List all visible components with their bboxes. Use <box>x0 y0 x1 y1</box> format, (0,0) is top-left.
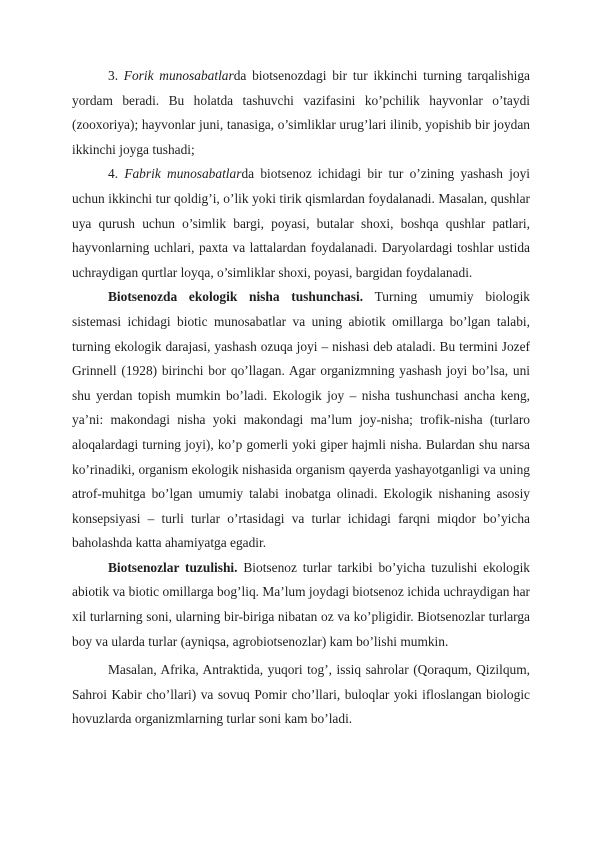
paragraph-fabrik <box>72 162 530 285</box>
paragraph-text: da biotsenozdagi bir tur ikkinchi turning tarqalishiga yordam beradi. Bu holatda tashuvchi vazifasini ko’pchilik hayvonlar o’taydi (zooxoriya); hayvonlar juni, tanasiga, o’simliklar urug’lari ilinib, yopishib bir joydan ikkinchi joyga tushadi; <box>72 68 531 157</box>
document-body <box>72 64 530 732</box>
paragraph-examples <box>72 658 530 732</box>
paragraph-biocenosis-structure <box>72 556 530 654</box>
paragraph-text: Biotsenoz turlar tarkibi bo’yicha tuzulishi ekologik abiotik va biotic omillarga bog’liq. Ma’lum joydagi biotsenoz ichida uchraydigan har xil turlarning soni, ularning bir-biriga nibatan oz va ko’pligidir. Biotsenozlar turlarga boy va ularda turlar (ayniqsa, agrobiotsenozlar) kam bo’lishi mumkin. <box>72 559 530 649</box>
list-number: 4. <box>108 166 125 182</box>
paragraph-text: Turning umumiy biologik sistemasi ichidagi biotic munosabatlar va uning abiotik omillarga bo’lgan talabi, turning ekologik darajasi, yashash ozuqa joyi – nishasi deb ataladi. Bu termini Jozef Grinnell (1928) birinchi bor qo’llagan. Agar organizmning yashash joyi bo’lsa, uni shu yerdan topish mumkin bo’ladi. Ekologik joy – nisha tushunchasi ancha keng, ya’ni: makondagi nisha yoki makondagi ma’lum joy-nisha; trofik-nisha (turlaro aloqalardagi turning joyi), ko’p gomerli yoki giper hajmli nisha. Bulardan shu narsa ko’rinadiki, organism ekologik nishasida organism qayerda yashayotganligi va uning atrof-muhitga bo’lgan umumiy talabi inobatga olinadi. Ekologik nishaning asosiy konsepsiyasi – turli turlar o’rtasidagi va turlar ichidagi farqni miqdor bo’yicha baholashda katta ahamiyatga egadir. <box>72 289 530 551</box>
paragraph-forik <box>72 64 530 162</box>
paragraph-text: da biotsenoz ichidagi bir tur o’zining yashash joyi uchun ikkinchi tur qoldig’i, o’lik yoki tirik qismlardan foydalanadi. Masalan, qushlar uya qurush uchun o’simlik bargi, poyasi, butalar shoxi, boshqa qushlar patlari, hayvonlarning uchlari, paxta va lattalardan foydalanadi. Daryolardagi toshlar ustida uchraydigan qurtlar loyqa, o’simliklar shoxi, poyasi, bargidan foydalanadi. <box>72 166 530 280</box>
term-forik: Forik munosabatlar <box>123 68 234 83</box>
list-number: 3. <box>108 68 124 83</box>
section-heading-biocenosis-structure: Biotsenozlar tuzulishi. <box>108 559 238 575</box>
term-fabrik: Fabrik munosabatlar <box>124 166 242 182</box>
paragraph-ecological-niche <box>72 285 530 556</box>
section-heading-ecological-niche: Biotsenozda ekologik nisha tushunchasi. <box>108 289 364 305</box>
paragraph-text: Masalan, Afrika, Antraktida, yuqori tog’, issiq sahrolar (Qoraqum, Qizilqum, Sahroi Kabir cho’llari) va sovuq Pomir cho’llari, buloqlar yoki ifloslangan biologic hovuzlarda organizmlarning turlar soni kam bo’ladi. <box>72 662 530 727</box>
